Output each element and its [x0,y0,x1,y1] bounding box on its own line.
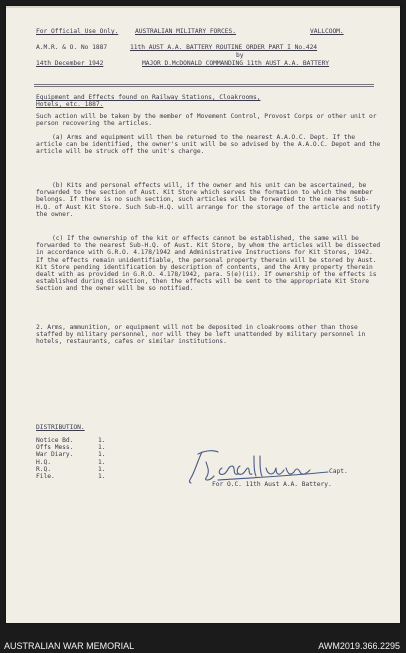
distribution-count: 1. [98,444,106,452]
subject-line-1: Equipment and Effects found on Railway Stations, Cloakrooms, [36,94,261,101]
distribution-name: File. [36,473,55,481]
order-title: 11th AUST A.A. BATTERY ROUTINE ORDER PART I No.424 [130,44,318,51]
header-divider [34,84,374,85]
distribution-heading: DISTRIBUTION. [36,424,85,431]
distribution-count: 1. [98,437,106,444]
paragraph-b: (b) Kits and personal effects will, if the owner and his unit can be ascertained, be forwarded to the section of Aust. Kit Store which serves the formation to which the member belongs. If there is no such section, such articles will be forwarded to the nearest Sub-H.Q. of Aust Kit Store. Such Sub-H.Q. will arrange for the storage of the article and notify the owner. [36,182,381,218]
signatory-for-line: For O.C. 11th Aust A.A. Battery. [212,481,332,488]
location-text: VALLCOOM. [310,28,344,35]
classification-text: For Official Use Only. [36,28,119,35]
distribution-name: H.Q. [36,458,51,466]
distribution-count: 1. [98,473,106,481]
distribution-name: Notice Bd. [36,437,74,444]
intro-paragraph: Such action will be taken by the member of Movement Control, Provost Corps or other unit or person recovering the articles. [36,113,377,128]
distribution-row [36,437,105,444]
distribution-count: 1. [98,465,106,473]
commander-line: MAJOR D.McDONALD COMMANDING 11th AUST A.A. BATTERY [142,60,330,67]
paragraph-c: (c) If the ownership of the kit or effects cannot be established, the same will be forwarded to the nearest Sub-H.Q. of Aust. Kit Store, by whom the articles will be dissected in accordance with G.R.O. 4.178/1942 and Administrative Instructions for Kit Stores, 1942. If the effects remain unidentifiable, the personal property therein will be stored by Aust. Kit Store pending identification by description of contents, and the Army property therein dealt with as provided in G.R.O. 4.178/1942, para. 5(e)(ii). If ownership of the effects is established during dissection, then the effects will be sent to the appropriate Kit Store Section and the owner will be so notified. [36,235,381,293]
signatory-rank: Capt. [329,468,348,475]
order-date: 14th December 1942 [36,60,104,67]
subject-line-2: Hotels, etc. 1887. [36,101,104,108]
distribution-row [36,459,105,466]
distribution-count: 1. [98,451,106,459]
archive-footer [0,633,406,653]
distribution-row [36,444,105,451]
distribution-name: War Diary. [36,451,74,459]
distribution-name: Offs Mess. [36,444,74,452]
archive-reference: AWM2019.366.2295 [318,641,400,651]
by-text: by [236,52,244,59]
document-page [6,6,400,623]
distribution-list [36,437,105,480]
distribution-count: 1. [98,458,106,466]
paragraph-a: (a) Arms and equipment will then be returned to the nearest A.A.O.C. Dept. If the article can be identified, the owner's unit will be so advised by the A.A.O.C. Depot and the article will be struck off the unit's charge. [36,134,381,156]
order-reference: A.M.R. & O. No 1887 [36,44,108,51]
distribution-row [36,473,105,480]
distribution-row [36,466,105,473]
header-divider-double [34,86,374,87]
archive-name: AUSTRALIAN WAR MEMORIAL [4,641,135,651]
distribution-name: R.Q. [36,465,51,473]
force-title: AUSTRALIAN MILITARY FORCES. [135,28,237,35]
paragraph-2: 2. Arms, ammunition, or equipment will not be deposited in cloakrooms other than those staffed by military personnel, nor will they be left unattended by military personnel in hotels, restaurants, cafes or similar institutions. [36,324,366,346]
distribution-row [36,451,105,458]
